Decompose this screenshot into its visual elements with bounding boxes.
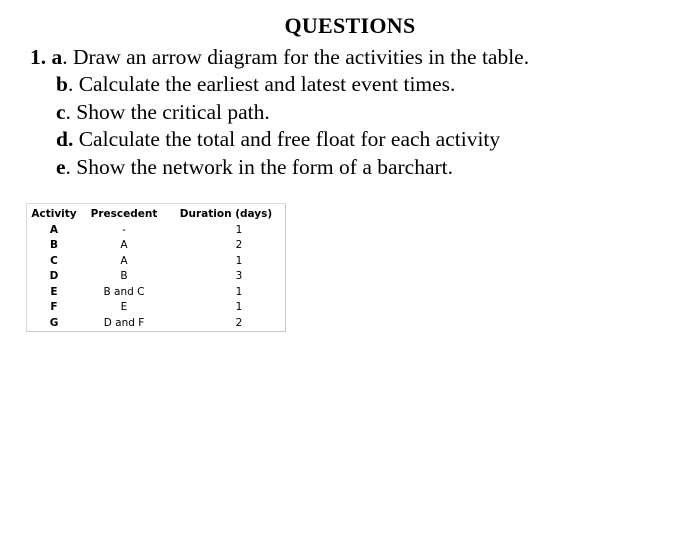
duration-cell: 2 [235, 316, 243, 329]
activity-cell: G [49, 316, 59, 329]
table-header-row [27, 204, 286, 223]
part-marker: e [56, 154, 66, 179]
precedent-cell: A [120, 239, 128, 252]
column-header-activity: Activity [27, 204, 82, 223]
activity-table [26, 203, 286, 332]
part-text: Calculate the total and free float for each activity [73, 127, 501, 152]
precedent-cell: D and F [103, 316, 145, 329]
part-marker: c [56, 99, 66, 124]
activity-cell: C [50, 254, 58, 267]
precedent-cell: - [122, 223, 126, 236]
activity-cell: D [49, 270, 59, 283]
question-part-e [30, 154, 690, 181]
precedent-cell: A [120, 254, 128, 267]
part-marker: a [51, 45, 63, 69]
table-row [27, 300, 286, 316]
duration-cell: 2 [235, 239, 243, 252]
question-number: 1. [30, 45, 47, 69]
question-part-b [30, 71, 690, 98]
table-row [27, 222, 286, 238]
table-row [27, 253, 286, 269]
part-text: . Calculate the earliest and latest event times. [67, 72, 456, 97]
table-row [27, 315, 286, 331]
table-row [27, 269, 286, 285]
part-text: . Draw an arrow diagram for the activities in the table. [62, 45, 530, 69]
column-header-duration: Duration (days) [167, 204, 286, 223]
question-part-d [30, 126, 690, 153]
part-text: . Show the critical path. [65, 99, 270, 124]
precedent-cell: B and C [103, 285, 145, 298]
precedent-cell: E [120, 301, 128, 314]
question-list [30, 44, 690, 181]
duration-cell: 1 [235, 301, 243, 314]
table-row [27, 284, 286, 300]
part-text: . Show the network in the form of a barchart. [65, 154, 454, 179]
part-marker: b [56, 72, 68, 97]
activity-cell: E [50, 285, 58, 298]
page-heading: QUESTIONS [284, 13, 416, 38]
column-header-precedent: Prescedent [81, 204, 167, 223]
duration-cell: 1 [235, 254, 243, 267]
part-marker: d. [56, 127, 74, 152]
duration-cell: 1 [235, 223, 243, 236]
question-part-c [30, 99, 690, 126]
question-part-a [30, 44, 690, 71]
precedent-cell: B [120, 270, 128, 283]
duration-cell: 1 [235, 285, 243, 298]
table-row [27, 238, 286, 254]
activity-cell: F [50, 301, 58, 314]
duration-cell: 3 [235, 270, 243, 283]
activity-cell: B [49, 239, 58, 252]
activity-cell: A [49, 223, 59, 236]
